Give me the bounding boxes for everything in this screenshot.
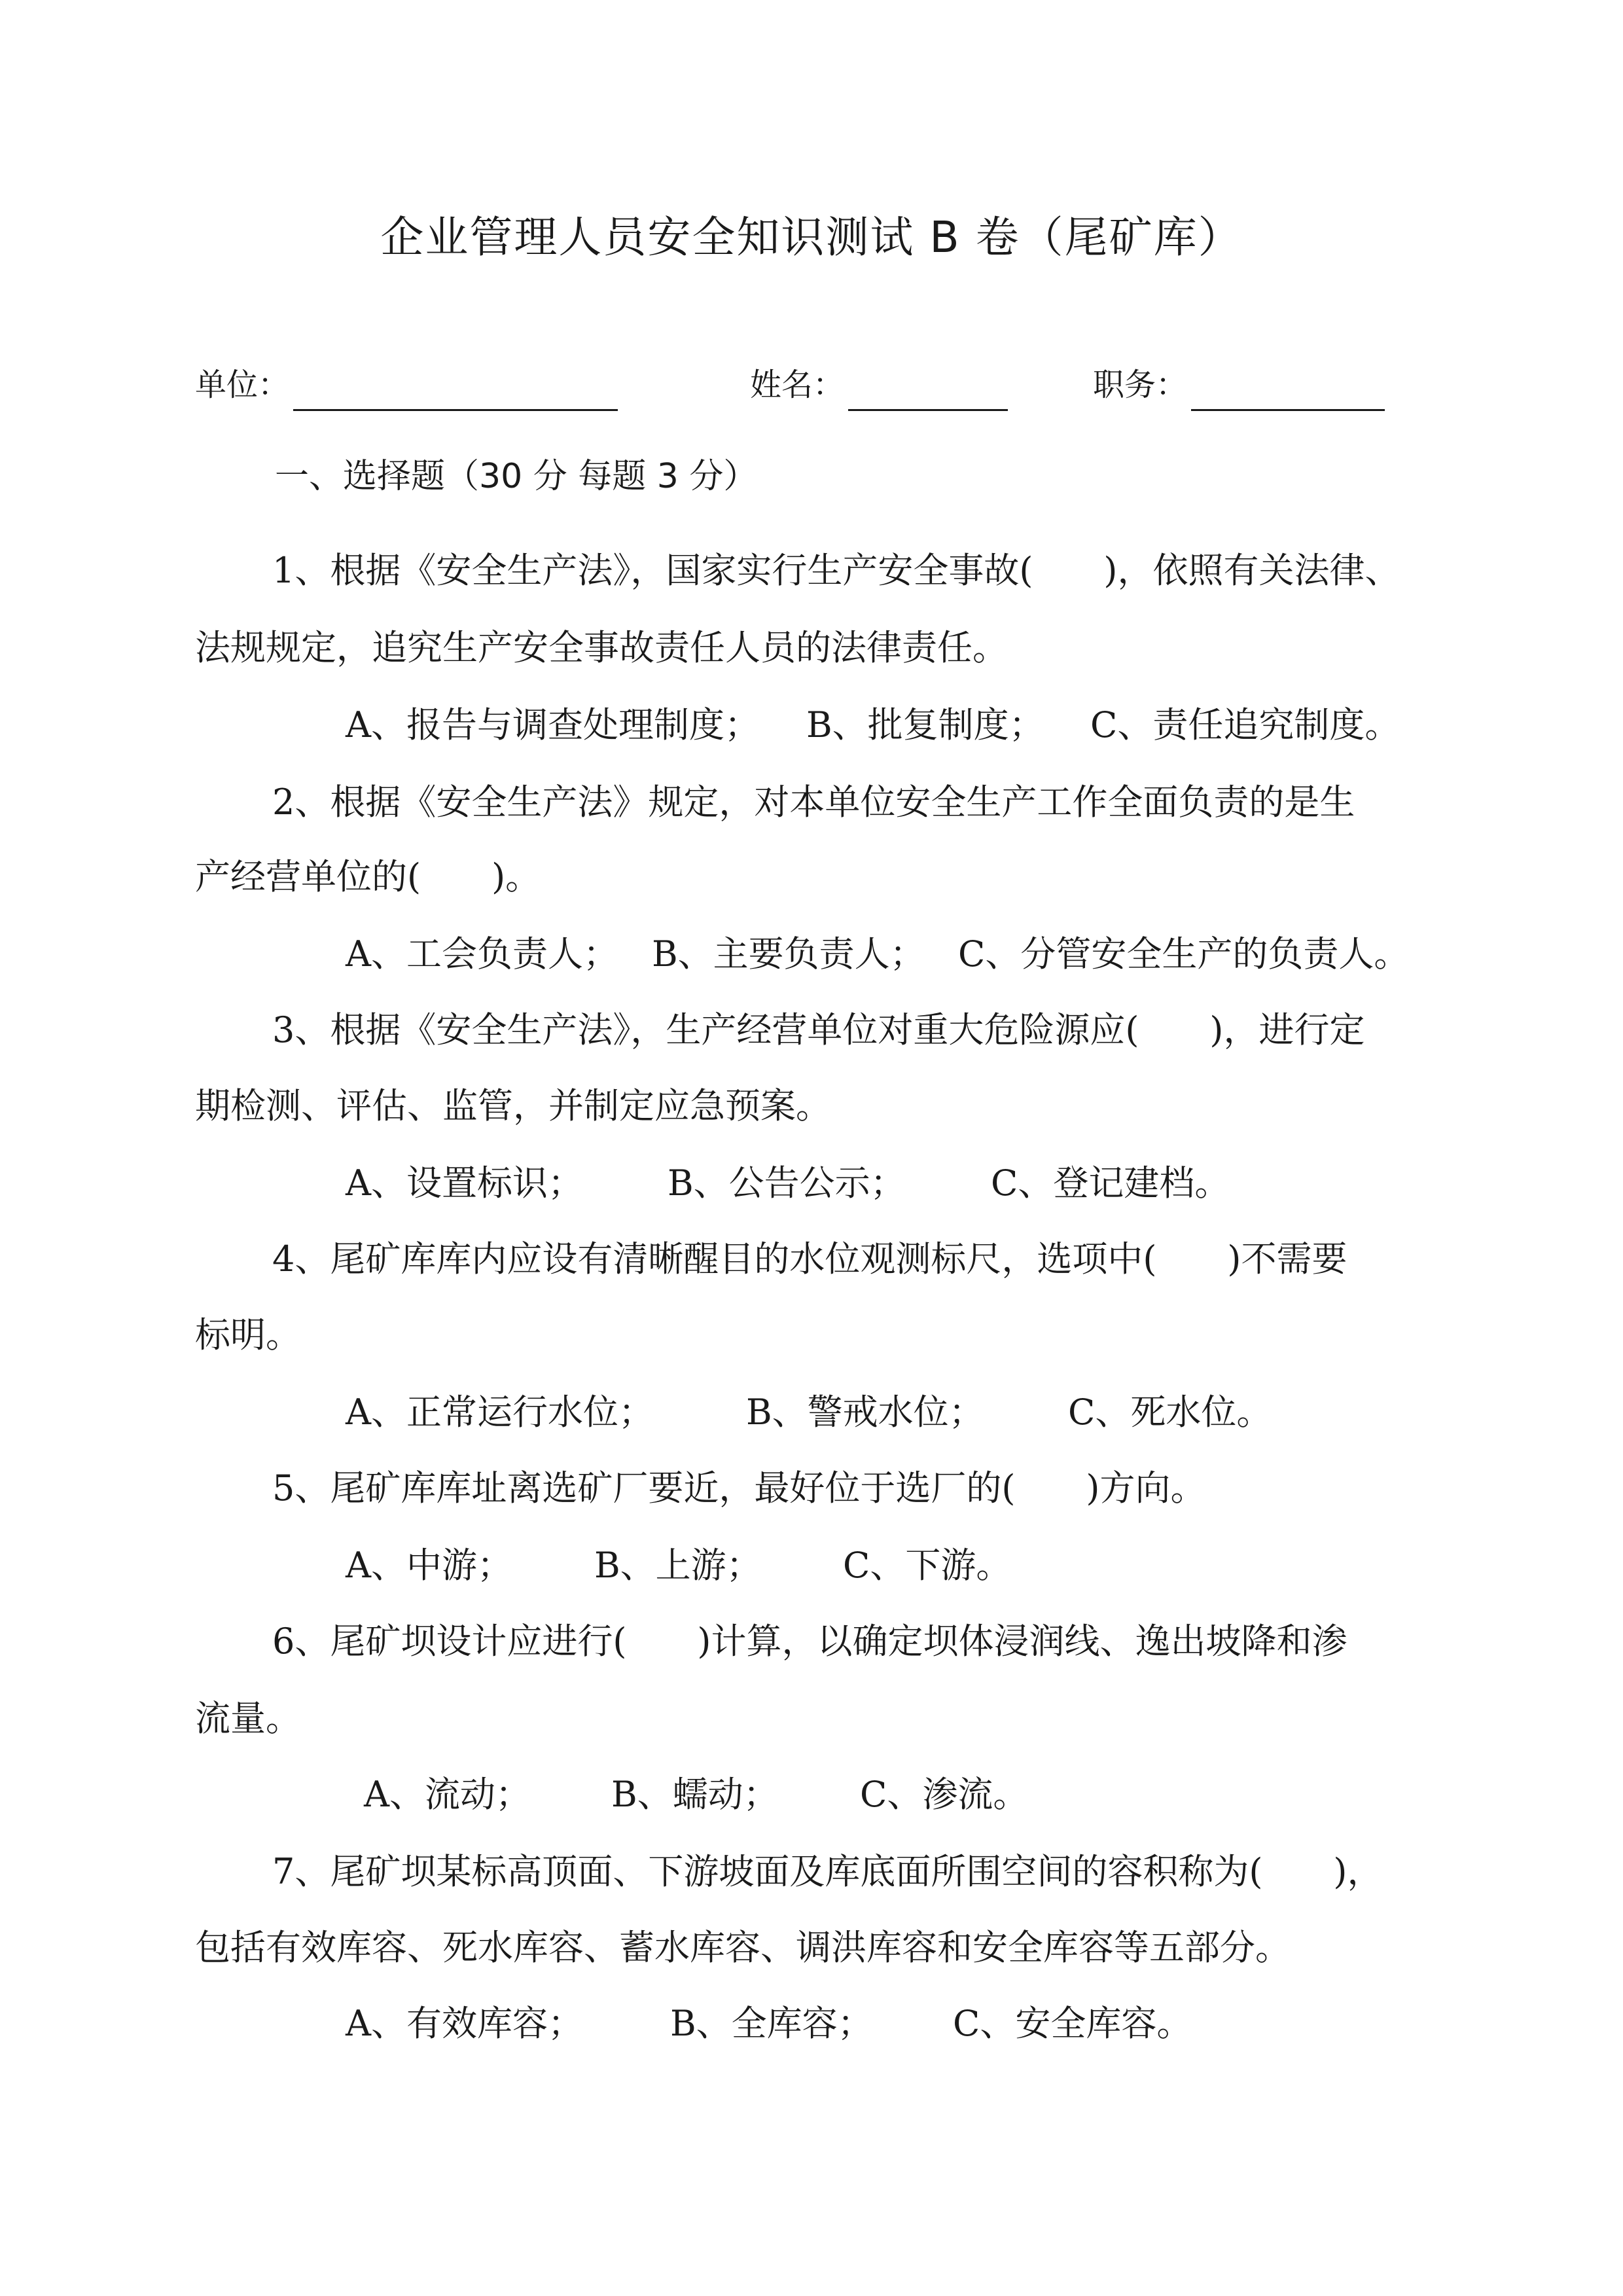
question-7-option-c[interactable]: C、安全库容。 [953,2003,1192,2044]
question-1-option-a[interactable]: A、报告与调查处理制度； [346,704,760,745]
question-2-line-2: 产经营单位的( )。 [195,856,541,897]
question-4-option-a[interactable]: A、正常运行水位； [346,1391,654,1433]
question-3-option-b[interactable]: B、公告公示； [668,1162,906,1204]
question-2-option-c[interactable]: C、分管安全生产的负责人。 [958,933,1410,975]
section-heading: 一、选择题（30 分 每题 3 分） [275,457,758,496]
question-3-line-1: 3、根据《安全生产法》，生产经营单位对重大危险源应( )，进行定 [272,1009,1365,1050]
question-1-option-b[interactable]: B、批复制度； [806,704,1044,745]
question-5-option-c[interactable]: C、下游。 [843,1545,1012,1586]
position-blank[interactable] [1191,371,1385,411]
question-1-option-c[interactable]: C、责任追究制度。 [1090,704,1400,745]
question-6-option-a[interactable]: A、流动； [364,1774,531,1815]
page-title: 企业管理人员安全知识测试 B 卷（尾矿库） [380,212,1243,262]
question-2-option-b[interactable]: B、主要负责人； [652,933,925,975]
question-6-line-1: 6、尾矿坝设计应进行( )计算，以确定坝体浸润线、逸出坡降和渗 [272,1621,1347,1662]
name-field [750,359,1008,411]
position-field [1093,359,1385,411]
question-7-line-2: 包括有效库容、死水库容、蓄水库容、调洪库容和安全库容等五部分。 [195,1927,1291,1968]
question-6-option-b[interactable]: B、蠕动； [611,1774,779,1815]
question-4-option-b[interactable]: B、警戒水位； [746,1391,984,1433]
question-3-line-2: 期检测、评估、监管，并制定应急预案。 [195,1085,831,1126]
question-4-line-2: 标明。 [195,1314,301,1355]
question-4-line-1: 4、尾矿库库内应设有清晰醒目的水位观测标尺，选项中( )不需要 [272,1238,1347,1280]
question-5-option-b[interactable]: B、上游； [594,1545,762,1586]
question-3-option-c[interactable]: C、登记建档。 [991,1162,1230,1204]
question-7-line-1: 7、尾矿坝某标高顶面、下游坡面及库底面所围空间的容积称为( )， [272,1851,1383,1892]
question-4-option-c[interactable]: C、死水位。 [1068,1391,1272,1433]
question-7-option-a[interactable]: A、有效库容； [346,2003,583,2044]
name-label: 姓名： [750,367,845,403]
question-1-line-1: 1、根据《安全生产法》，国家实行生产安全事故( )，依照有关法律、 [272,550,1400,591]
name-blank[interactable] [848,371,1008,411]
question-3-option-a[interactable]: A、设置标识； [346,1162,583,1204]
position-label: 职务： [1093,367,1188,403]
question-7-option-b[interactable]: B、全库容； [670,2003,873,2044]
question-5-option-a[interactable]: A、中游； [346,1545,512,1586]
question-2-option-a[interactable]: A、工会负责人； [346,933,618,975]
unit-label: 单位： [195,367,290,403]
question-6-line-2: 流量。 [195,1698,301,1739]
unit-blank[interactable] [293,371,618,411]
unit-field [195,359,618,411]
question-6-option-c[interactable]: C、渗流。 [860,1774,1029,1815]
question-5-line-1: 5、尾矿库库址离选矿厂要近，最好位于选厂的( )方向。 [272,1467,1206,1509]
question-1-line-2: 法规规定，追究生产安全事故责任人员的法律责任。 [195,627,1008,668]
question-2-line-1: 2、根据《安全生产法》规定，对本单位安全生产工作全面负责的是生 [272,781,1355,823]
